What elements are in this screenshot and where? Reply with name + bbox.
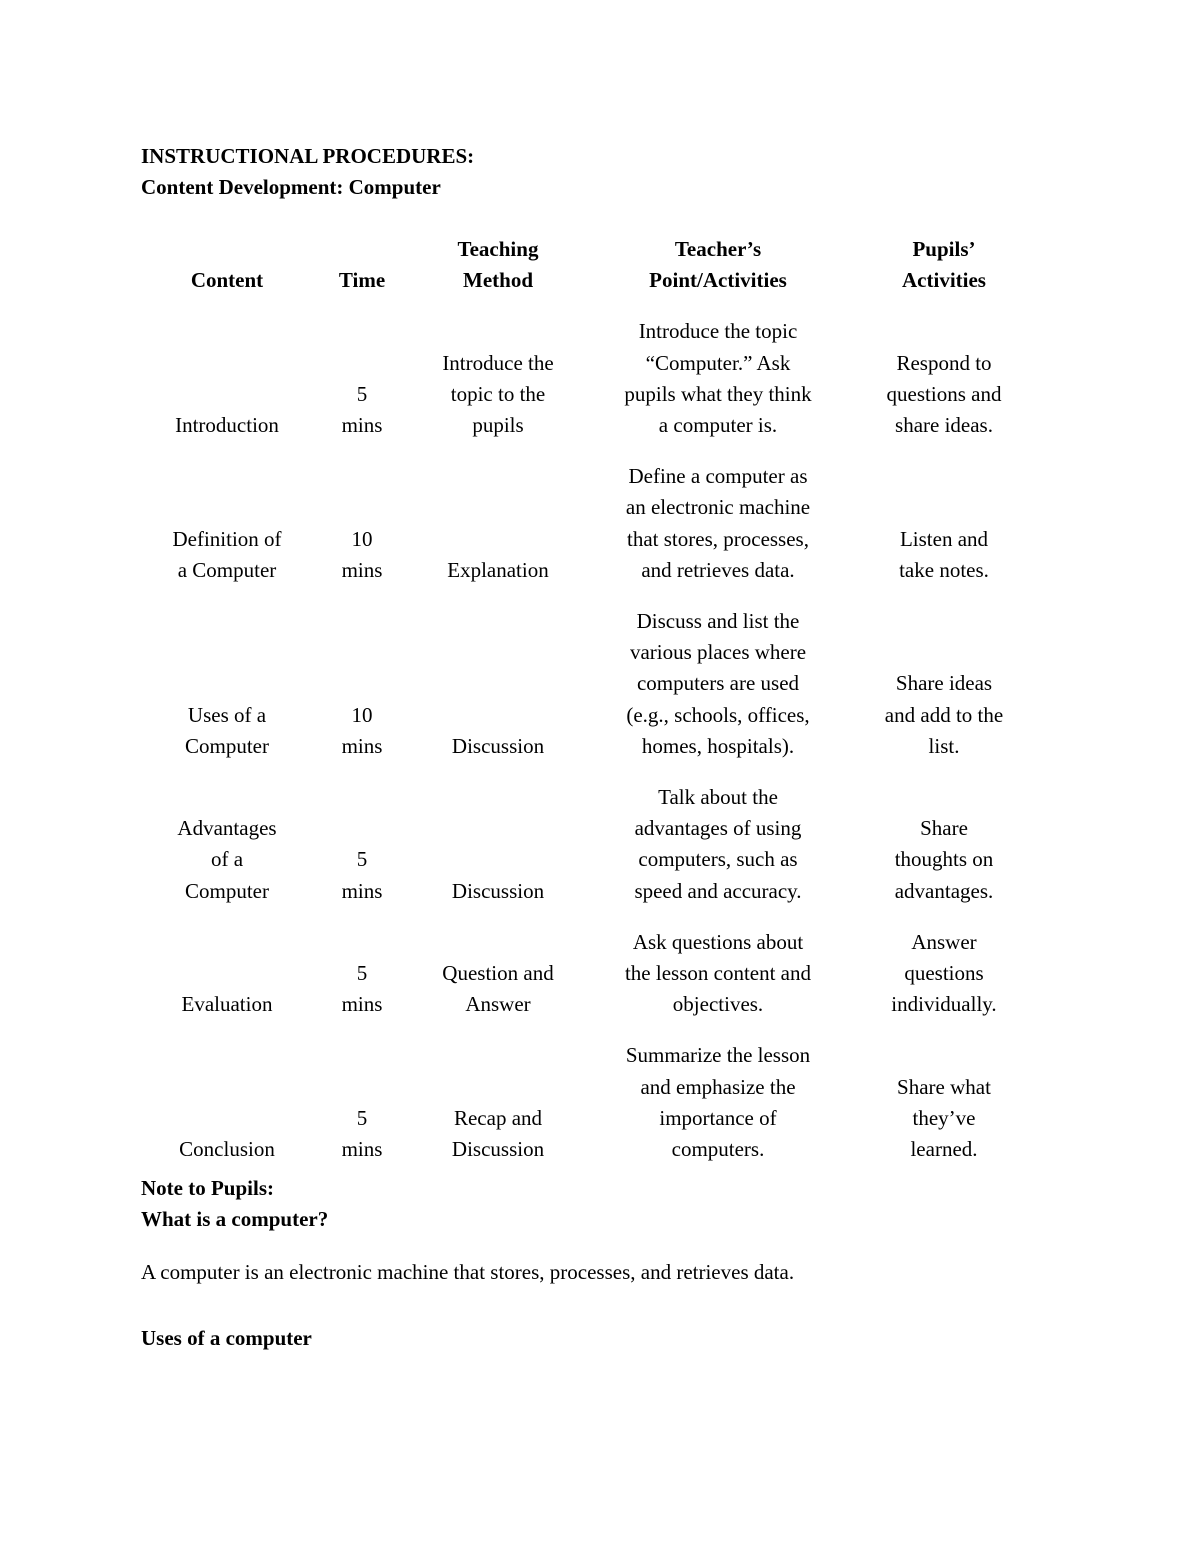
- table-cell: 5 mins: [341, 847, 383, 903]
- question-heading: What is a computer?: [141, 1207, 329, 1231]
- table-row: [141, 296, 1037, 441]
- table-cell: Advantages of a Computer: [177, 816, 277, 903]
- table-row: [141, 907, 1037, 1021]
- table-cell: Introduction: [175, 413, 279, 438]
- table-cell: Discussion: [451, 733, 545, 758]
- column-header-teacher-activities: Teacher’s Point/Activities: [649, 237, 787, 293]
- table-cell: Share thoughts on advantages.: [894, 816, 994, 903]
- column-header-pupils-activities: Pupils’ Activities: [902, 237, 986, 293]
- page-title: INSTRUCTIONAL PROCEDURES:: [141, 144, 475, 168]
- table-cell: Evaluation: [181, 992, 273, 1017]
- table-cell: Listen and take notes.: [899, 526, 989, 582]
- table-cell: Share ideas and add to the list.: [884, 671, 1004, 758]
- notes-heading: Note to Pupils:: [141, 1176, 274, 1200]
- column-header-teaching-method: Teaching Method: [457, 237, 539, 293]
- page-subtitle: Content Development: Computer: [141, 175, 441, 199]
- table-cell: Share what they’ve learned.: [897, 1074, 991, 1162]
- table-cell: Introduce the topic “Computer.” Ask pupils what they think a computer is.: [624, 319, 812, 438]
- table-cell: 5 mins: [341, 1105, 383, 1162]
- table-cell: 10 mins: [341, 702, 383, 758]
- table-cell: 10 mins: [341, 526, 383, 582]
- table-cell: Uses of a Computer: [185, 702, 269, 758]
- table-cell: Talk about the advantages of using computers, such as speed and accuracy.: [634, 785, 802, 903]
- table-cell: Define a computer as an electronic machine that stores, processes, and retrieves data.: [625, 464, 811, 582]
- table-cell: 5 mins: [341, 381, 383, 438]
- table-cell: Discussion: [451, 878, 545, 903]
- table-cell: Ask questions about the lesson content and objectives.: [624, 929, 812, 1017]
- uses-heading: Uses of a computer: [141, 1326, 312, 1350]
- table-cell: 5 mins: [341, 961, 383, 1017]
- table-cell: Conclusion: [179, 1137, 275, 1162]
- table-header: [141, 234, 1037, 296]
- table-cell: Summarize the lesson and emphasize the importance of computers.: [625, 1043, 811, 1162]
- column-header-time: Time: [338, 268, 386, 293]
- table-cell: Discuss and list the various places where computers are used (e.g., schools, offices, homes, hospitals).: [626, 609, 810, 758]
- procedures-table: [141, 234, 1037, 1165]
- table-row: [141, 586, 1037, 762]
- column-header-content: Content: [190, 268, 264, 293]
- table-cell: Definition of a Computer: [172, 526, 282, 582]
- table-body: [141, 296, 1037, 1165]
- table-row: [141, 1020, 1037, 1165]
- table-cell: Explanation: [447, 557, 549, 582]
- table-cell: Recap and Discussion: [451, 1105, 545, 1162]
- table-cell: Introduce the topic to the pupils: [442, 350, 554, 438]
- table-cell: Respond to questions and share ideas.: [886, 350, 1002, 438]
- table-row: [141, 762, 1037, 907]
- definition-paragraph: A computer is an electronic machine that stores, processes, and retrieves data.: [141, 1260, 795, 1284]
- table-cell: Question and Answer: [442, 961, 554, 1017]
- table-header-row: [141, 234, 1037, 296]
- table-row: [141, 441, 1037, 586]
- table-cell: Answer questions individually.: [891, 929, 997, 1017]
